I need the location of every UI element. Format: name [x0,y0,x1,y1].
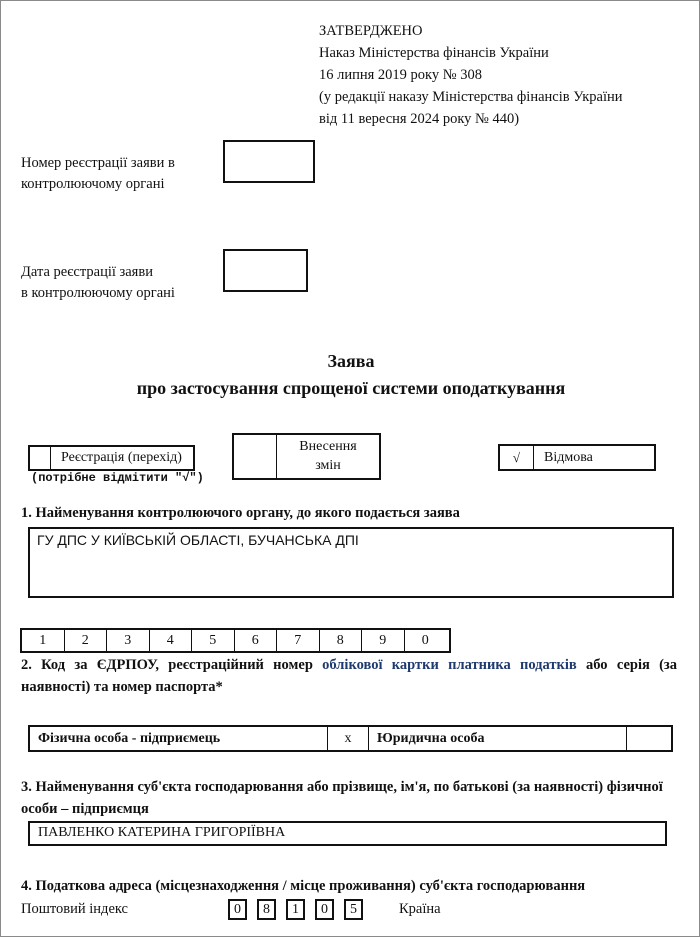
registration-number-field[interactable] [223,140,315,183]
section-3-heading: 3. Найменування суб'єкта господарювання або прізвище, ім'я, по батькові (за наявності) фізичної особи – підприємця [21,779,663,817]
code-digit[interactable]: 5 [192,630,235,651]
person-type-selector[interactable] [28,725,673,752]
postal-digit[interactable]: 8 [257,899,276,920]
check-note: (потрібне відмітити "√") [31,471,204,485]
section-4-heading: 4. Податкова адреса (місцезнаходження / місце проживання) суб'єкта господарювання [21,878,586,894]
postal-code-label: Поштовий індекс [21,901,128,917]
individual-entrepreneur-checkbox[interactable]: x [328,727,369,750]
code-digit[interactable]: 4 [150,630,193,651]
code-digit[interactable]: 7 [277,630,320,651]
section-1-heading: 1. Найменування контролюючого органу, до якого подається заява [21,505,460,521]
card-link-text: облікової картки платника податків [322,657,577,673]
edrpou-code-field[interactable] [20,628,451,653]
code-digit[interactable]: 6 [235,630,278,651]
section-2-heading: 2. Код за ЄДРПОУ, реєстраційний номер облікової картки платника податків або серія (за наявності) та номер паспорта* [21,657,677,695]
option-refusal[interactable] [498,444,656,471]
refusal-checkbox[interactable]: √ [500,446,534,469]
approval-line: (у редакції наказу Міністерства фінансів України [319,89,623,105]
postal-digit[interactable]: 0 [228,899,247,920]
registration-date-label: Дата реєстрації заяви в контролюючому органі [21,264,175,301]
changes-checkbox[interactable] [234,435,277,478]
option-registration[interactable] [28,445,195,471]
postal-code-field[interactable] [228,899,363,920]
registration-label: Реєстрація (перехід) [61,450,182,465]
code-digit[interactable]: 0 [421,632,429,648]
registration-checkbox[interactable] [30,447,51,469]
option-changes[interactable] [232,433,381,480]
approval-line: ЗАТВЕРДЖЕНО [319,23,423,39]
legal-entity-label: Юридична особа [369,727,627,750]
registration-number-label: Номер реєстрації заяви в контролюючому органі [21,155,175,192]
code-digit[interactable]: 2 [65,630,108,651]
approval-line: Наказ Міністерства фінансів України [319,45,549,61]
changes-label: Внесення змін [299,439,357,473]
code-digit[interactable]: 3 [107,630,150,651]
registration-date-field[interactable] [223,249,308,292]
form-subtitle: про застосування спрощеної системи оподаткування [136,378,566,398]
approval-line: від 11 вересня 2024 року № 440) [319,111,520,127]
country-label: Країна [399,901,441,917]
tax-authority-field[interactable]: ГУ ДПС У КИЇВСЬКІЙ ОБЛАСТІ, БУЧАНСЬКА ДПІ [28,527,674,598]
code-digit[interactable]: 1 [22,630,65,651]
approval-stamp [319,20,623,130]
postal-digit[interactable]: 1 [286,899,305,920]
individual-entrepreneur-label: Фізична особа - підприємець [30,727,328,750]
postal-digit[interactable]: 0 [315,899,334,920]
refusal-label: Відмова [544,449,593,465]
legal-entity-checkbox[interactable] [627,727,671,750]
form-title: Заява [327,351,375,371]
postal-digit[interactable]: 5 [344,899,363,920]
entity-name-field[interactable]: ПАВЛЕНКО КАТЕРИНА ГРИГОРІЇВНА [28,821,667,846]
code-digit[interactable]: 9 [362,630,405,651]
approval-line: 16 липня 2019 року № 308 [319,67,482,83]
code-digit[interactable]: 8 [320,630,363,651]
